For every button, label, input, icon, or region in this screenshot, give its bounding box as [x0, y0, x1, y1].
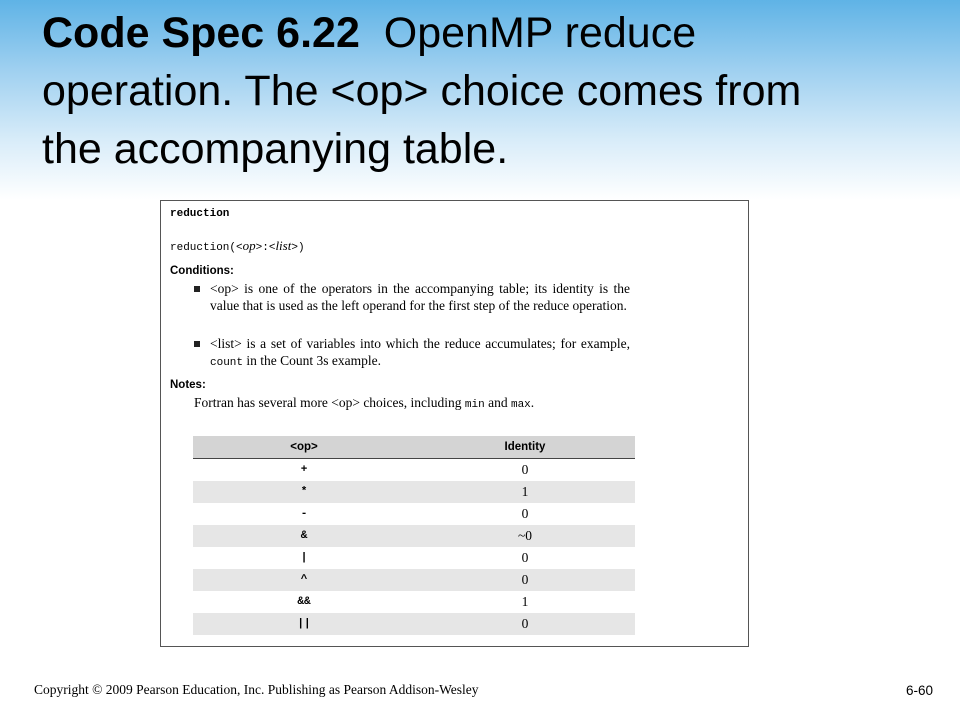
notes-max: max [510, 399, 531, 411]
identity-cell: 0 [415, 569, 635, 591]
op-cell: * [193, 481, 415, 503]
bullet-square-icon [194, 341, 200, 347]
cond1-op: <op> [210, 281, 239, 296]
spec-name: reduction [170, 208, 230, 220]
operator-table [193, 436, 635, 635]
header-op: <op> [193, 436, 415, 459]
notes-c: and [484, 395, 511, 410]
identity-cell: 1 [521, 594, 529, 609]
slide-title [42, 4, 942, 178]
syntax-op: op [242, 238, 256, 253]
code-spec-box [160, 200, 749, 647]
cond2-list: <list> [210, 336, 242, 351]
table-row [193, 525, 635, 547]
notes-a: Fortran has several more [194, 395, 332, 410]
op-cell: + [300, 464, 308, 476]
notes-b: choices, including [359, 395, 465, 410]
identity-cell: 1 [415, 481, 635, 503]
op-cell: || [193, 613, 415, 635]
syntax-suffix: >) [291, 242, 305, 254]
identity-cell: ~0 [415, 525, 635, 547]
table-header-row [193, 436, 635, 459]
cond1-text: is one of the operators in the accompanying table; its identity is the value that is used as the left operand for the first step of the reduce operation. [210, 281, 630, 313]
notes-min: min [464, 399, 485, 411]
op-cell: - [300, 508, 308, 520]
op-cell: & [193, 525, 415, 547]
cond2-text-a: is a set of variables into which the reduce accumulates; for example, [241, 336, 630, 351]
table-row [193, 503, 635, 525]
identity-cell: 0 [415, 613, 635, 635]
syntax-prefix: reduction(< [170, 242, 243, 254]
syntax-list: list [275, 238, 292, 253]
bullet-square-icon [194, 286, 200, 292]
header-identity: Identity [415, 436, 635, 459]
op-cell: ^ [193, 569, 415, 591]
footer-copyright: Copyright © 2009 Pearson Education, Inc. Publishing as Pearson Addison-Wesley [34, 682, 479, 697]
title-bold: Code Spec 6.22 [42, 9, 360, 57]
identity-cell: 0 [521, 462, 529, 477]
table-row [193, 613, 635, 635]
table-row [193, 591, 635, 613]
notes-label: Notes: [170, 379, 206, 391]
notes-d: . [530, 395, 535, 410]
title-line-2: operation. The <op> choice comes from [42, 67, 802, 115]
conditions-label: Conditions: [170, 265, 234, 277]
table-row [193, 569, 635, 591]
cond2-text-b: in the Count 3s example. [243, 353, 381, 368]
notes-text [194, 394, 534, 414]
table-row [193, 481, 635, 503]
title-line1-text: OpenMP reduce [383, 9, 697, 57]
title-line-3: the accompanying table. [42, 125, 509, 173]
notes-op: <op> [331, 395, 360, 410]
table-row [193, 547, 635, 569]
footer-page-number: 6-60 [905, 683, 933, 698]
cond2-code: count [210, 357, 244, 369]
condition-2 [210, 335, 630, 372]
condition-1 [210, 280, 630, 314]
table-row [193, 459, 635, 482]
title-line-1 [42, 4, 942, 62]
syntax-mid: >:< [255, 242, 276, 254]
identity-cell: 0 [521, 550, 529, 565]
op-cell: && [297, 596, 311, 608]
spec-syntax [170, 238, 305, 254]
identity-cell: 0 [521, 506, 529, 521]
op-cell: | [300, 552, 308, 564]
